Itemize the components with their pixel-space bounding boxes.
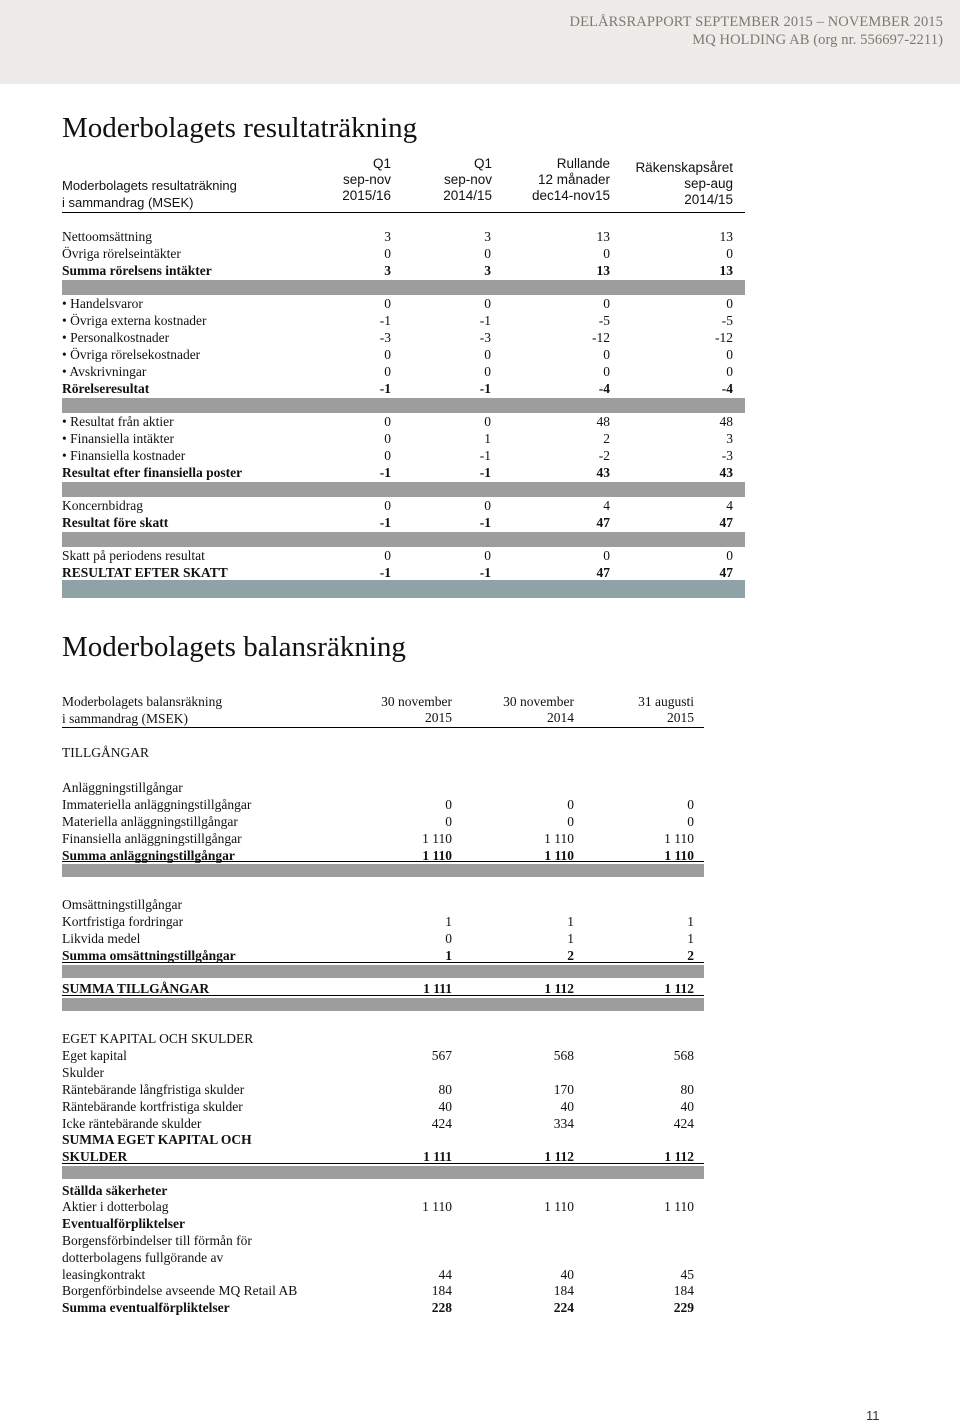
balance-row-label: Ställda säkerheter [62, 1183, 168, 1198]
income-cell: 0 [484, 246, 491, 261]
balance-cell: 0 [445, 931, 452, 946]
balance-cell: 1 112 [544, 981, 574, 996]
balance-row-label: Summa anläggningstillgångar [62, 848, 235, 863]
income-footer-band [62, 580, 745, 598]
balance-cell: 334 [553, 1116, 574, 1131]
balance-cell: 1 112 [544, 1149, 574, 1164]
balance-cell: 40 [438, 1099, 452, 1114]
balance-cell: 0 [567, 797, 574, 812]
income-cell: 0 [484, 347, 491, 362]
balance-cell: 184 [673, 1283, 694, 1298]
balance-title: Moderbolagets balansräkning [62, 631, 406, 663]
income-row-label: Skatt på periodens resultat [62, 548, 205, 563]
income-cell: 0 [726, 347, 733, 362]
balance-cell: 40 [680, 1099, 694, 1114]
balance-cell: 40 [560, 1267, 574, 1282]
income-cell: 0 [384, 296, 391, 311]
balance-row-label: Skulder [62, 1065, 104, 1080]
income-cell: 1 [484, 431, 491, 446]
balance-row-label: Immateriella anläggningstillgångar [62, 797, 252, 812]
balance-row-label: Aktier i dotterbolag [62, 1199, 169, 1214]
income-row-label: Resultat efter finansiella poster [62, 465, 243, 480]
income-cell: 0 [603, 364, 610, 379]
balance-row-label: EGET KAPITAL OCH SKULDER [62, 1031, 254, 1046]
income-cell: 0 [484, 498, 491, 513]
balance-cell: 1 111 [423, 981, 452, 996]
income-row-label: • Finansiella kostnader [62, 448, 186, 463]
balance-cell: 0 [445, 814, 452, 829]
income-title: Moderbolagets resultaträkning [62, 112, 418, 144]
income-cell: 47 [719, 565, 733, 580]
income-col-head-1: Q1 sep-nov 2015/16 [342, 156, 391, 203]
balance-separator [62, 965, 704, 978]
balance-cell: 568 [553, 1048, 574, 1063]
balance-cell: 2 [687, 948, 694, 963]
income-cell: -1 [379, 313, 391, 328]
balance-col-head-1: 30 november 2015 [381, 694, 452, 725]
income-cell: -1 [479, 565, 491, 580]
balance-cell: 1 110 [664, 848, 694, 863]
income-cell: 0 [603, 296, 610, 311]
balance-cell: 1 [567, 931, 574, 946]
income-cell: -1 [479, 515, 491, 530]
income-cell: 13 [596, 229, 610, 244]
balance-cell: 80 [680, 1082, 694, 1097]
balance-row-label: Borgensförbindelser till förmån för [62, 1233, 252, 1248]
balance-cell: 1 111 [423, 1149, 452, 1164]
income-cell: -1 [379, 565, 391, 580]
income-cell: -3 [479, 330, 491, 345]
balance-cell: 1 [445, 914, 452, 929]
balance-row-label: Eget kapital [62, 1048, 127, 1063]
income-cell: 4 [726, 498, 733, 513]
income-cell: 0 [726, 364, 733, 379]
income-row-label: RESULTAT EFTER SKATT [62, 565, 228, 580]
balance-row-label: Eventualförpliktelser [62, 1216, 185, 1231]
income-cell: 0 [384, 431, 391, 446]
balance-cell: 1 110 [664, 831, 694, 846]
income-cell: 0 [726, 246, 733, 261]
income-cell: -1 [479, 448, 491, 463]
income-cell: 0 [726, 296, 733, 311]
income-cell: -4 [721, 381, 733, 396]
balance-separator [62, 998, 704, 1011]
balance-row-label: Materiella anläggningstillgångar [62, 814, 238, 829]
income-cell: 48 [719, 414, 733, 429]
income-cell: 4 [603, 498, 610, 513]
income-cell: 0 [484, 296, 491, 311]
balance-cell: 1 110 [664, 1199, 694, 1214]
balance-separator [62, 1166, 704, 1179]
income-cell: -1 [479, 465, 491, 480]
balance-row-label: Icke räntebärande skulder [62, 1116, 202, 1131]
income-header-rule [62, 212, 745, 213]
income-cell: 43 [596, 465, 610, 480]
balance-row-label: SKULDER [62, 1149, 128, 1164]
balance-cell: 0 [687, 814, 694, 829]
balance-cell: 1 [687, 931, 694, 946]
income-row-label: • Resultat från aktier [62, 414, 174, 429]
balance-cell: 0 [445, 797, 452, 812]
income-cell: 3 [384, 263, 391, 278]
income-cell: 3 [484, 263, 491, 278]
balance-row-label: TILLGÅNGAR [62, 745, 149, 760]
balance-row-label: Kortfristiga fordringar [62, 914, 184, 929]
income-cell: 0 [384, 347, 391, 362]
income-row-label: Nettoomsättning [62, 229, 152, 244]
income-cell: -12 [715, 330, 733, 345]
balance-cell: 1 [445, 948, 452, 963]
income-cell: 0 [384, 548, 391, 563]
balance-cell: 1 112 [664, 1149, 694, 1164]
income-cell: -1 [479, 313, 491, 328]
income-separator [62, 482, 745, 497]
income-row-label: Summa rörelsens intäkter [62, 263, 212, 278]
income-cell: -3 [379, 330, 391, 345]
balance-row-label: SUMMA EGET KAPITAL OCH [62, 1132, 252, 1147]
income-row-label: • Personalkostnader [62, 330, 170, 345]
balance-cell: 184 [431, 1283, 452, 1298]
income-cell: 0 [384, 246, 391, 261]
income-cell: 43 [719, 465, 733, 480]
income-cell: 47 [596, 565, 610, 580]
income-row-label: Övriga rörelseintäkter [62, 246, 181, 261]
balance-cell: 1 112 [664, 981, 694, 996]
income-row-label: • Handelsvaror [62, 296, 143, 311]
income-cell: -5 [721, 313, 733, 328]
income-cell: 0 [603, 246, 610, 261]
balance-cell: 1 110 [422, 848, 452, 863]
income-cell: 47 [719, 515, 733, 530]
income-row-label: • Övriga rörelsekostnader [62, 347, 201, 362]
income-row-label: Resultat före skatt [62, 515, 169, 530]
income-cell: 47 [596, 515, 610, 530]
balance-cell: 1 110 [544, 848, 574, 863]
balance-cell: 228 [431, 1300, 452, 1315]
income-cell: -3 [721, 448, 733, 463]
income-separator [62, 280, 745, 295]
balance-row-label: Finansiella anläggningstillgångar [62, 831, 242, 846]
income-cell: 0 [484, 364, 491, 379]
income-cell: 0 [726, 548, 733, 563]
balance-row-label: Räntebärande kortfristiga skulder [62, 1099, 243, 1114]
income-cell: -12 [592, 330, 610, 345]
income-col-head-4: Räkenskapsåret sep-aug 2014/15 [635, 160, 733, 207]
income-cell: 0 [484, 414, 491, 429]
balance-row-label: Anläggningstillgångar [62, 780, 183, 795]
income-row-label: • Avskrivningar [62, 364, 147, 379]
income-separator [62, 398, 745, 413]
report-title: DELÅRSRAPPORT SEPTEMBER 2015 – NOVEMBER 2015 [569, 14, 943, 30]
balance-col-head-3: 31 augusti 2015 [638, 694, 694, 725]
income-cell: -1 [379, 515, 391, 530]
balance-separator [62, 864, 704, 877]
balance-row-label: Räntebärande långfristiga skulder [62, 1082, 245, 1097]
balance-cell: 1 [687, 914, 694, 929]
income-cell: 2 [603, 431, 610, 446]
income-cell: 0 [384, 498, 391, 513]
income-row-label: Rörelseresultat [62, 381, 150, 396]
balance-cell: 184 [553, 1283, 574, 1298]
income-cell: -2 [598, 448, 610, 463]
balance-row-label: leasingkontrakt [62, 1267, 146, 1282]
balance-cell: 170 [553, 1082, 574, 1097]
income-cell: 13 [596, 263, 610, 278]
balance-row-label: Likvida medel [62, 931, 141, 946]
income-cell: 3 [384, 229, 391, 244]
income-col-head-2: Q1 sep-nov 2014/15 [443, 156, 492, 203]
balance-header-rule [62, 727, 704, 728]
balance-cell: 224 [553, 1300, 574, 1315]
income-cell: -5 [598, 313, 610, 328]
balance-row-label: Summa eventualförpliktelser [62, 1300, 230, 1315]
income-row-label: Koncernbidrag [62, 498, 143, 513]
balance-cell: 80 [438, 1082, 452, 1097]
income-row-label: • Finansiella intäkter [62, 431, 174, 446]
balance-row-label: SUMMA TILLGÅNGAR [62, 981, 210, 996]
balance-row-label: Borgenförbindelse avseende MQ Retail AB [62, 1283, 298, 1298]
balance-cell: 45 [680, 1267, 694, 1282]
balance-cell: 1 110 [422, 1199, 452, 1214]
balance-cell: 568 [673, 1048, 694, 1063]
balance-rule [62, 861, 704, 862]
balance-cell: 1 110 [544, 831, 574, 846]
income-cell: 48 [596, 414, 610, 429]
balance-cell: 567 [431, 1048, 452, 1063]
income-cell: 0 [384, 414, 391, 429]
income-separator [62, 532, 745, 547]
balance-cell: 0 [687, 797, 694, 812]
income-cell: 3 [484, 229, 491, 244]
balance-cell: 424 [431, 1116, 452, 1131]
income-cell: 0 [384, 448, 391, 463]
income-cell: 13 [719, 229, 733, 244]
balance-cell: 1 [567, 914, 574, 929]
balance-rule [62, 995, 704, 996]
income-cell: -1 [379, 465, 391, 480]
balance-cell: 424 [673, 1116, 694, 1131]
income-cell: 0 [484, 548, 491, 563]
balance-cell: 40 [560, 1099, 574, 1114]
balance-cell: 229 [673, 1300, 694, 1315]
income-cell: 0 [603, 548, 610, 563]
income-cell: 0 [384, 364, 391, 379]
income-row-label: • Övriga externa kostnader [62, 313, 207, 328]
income-cell: -4 [598, 381, 610, 396]
balance-row-label: Summa omsättningstillgångar [62, 948, 236, 963]
balance-col-head-2: 30 november 2014 [503, 694, 574, 725]
income-cell: 3 [726, 431, 733, 446]
income-cell: 0 [603, 347, 610, 362]
company-name: MQ HOLDING AB (org nr. 556697-2211) [692, 32, 943, 48]
income-cell: -1 [379, 381, 391, 396]
balance-cell: 1 110 [544, 1199, 574, 1214]
income-col-head-3: Rullande 12 månader dec14-nov15 [531, 156, 610, 203]
balance-cell: 44 [438, 1267, 452, 1282]
income-cell: 13 [719, 263, 733, 278]
balance-rule [62, 1163, 704, 1164]
balance-cell: 1 110 [422, 831, 452, 846]
page-number: 11 [866, 1408, 880, 1423]
balance-cell: 2 [567, 948, 574, 963]
balance-row-label: Omsättningstillgångar [62, 897, 182, 912]
income-cell: -1 [479, 381, 491, 396]
balance-rule [62, 962, 704, 963]
balance-cell: 0 [567, 814, 574, 829]
balance-row-label: dotterbolagens fullgörande av [62, 1250, 224, 1265]
